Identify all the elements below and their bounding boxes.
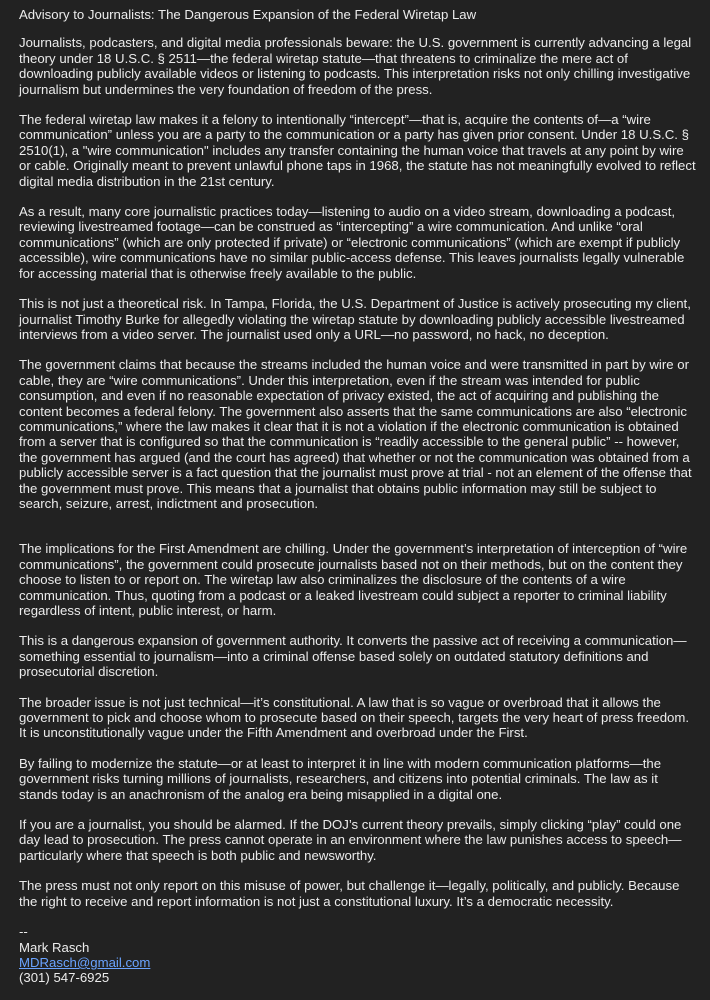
signature-email-link[interactable]: MDRasch@gmail.com — [19, 954, 151, 970]
paragraph-press-must: The press must not only report on this misuse of power, but challenge it—legally, politically, and publicly. Because the right to receive and report information is not just a constitutional luxury. It’s a democratic necessity. — [19, 878, 680, 909]
paragraph-journalistic-practices: As a result, many core journalistic practices today—listening to audio on a video stream, downloading a podcast, reviewing livestreamed footage—can be construed as “intercepting” a wire communication. And unlike “oral communications” (which are only protected if private) or “electronic communications” (which are exempt if publicly accessible), wire communications have no similar public-access defense. This leaves journalists legally vulnerable for accessing material that is otherwise freely available to the public. — [19, 204, 685, 281]
paragraph-tampa-case: This is not just a theoretical risk. In Tampa, Florida, the U.S. Department of Justice is actively prosecuting my client, journalist Timothy Burke for allegedly violating the wiretap statute by downloading publicly accessible livestreamed interviews from a video server. The journalist used only a URL—no password, no hack, no deception. — [19, 296, 691, 342]
signature-block — [19, 924, 699, 986]
paragraph-alarmed: If you are a journalist, you should be alarmed. If the DOJ’s current theory prevails, simply clicking “play” could one day lead to prosecution. The press cannot operate in an environment where the law punishes access to speech—particularly where that speech is both public and newsworthy. — [19, 817, 682, 863]
paragraph-modernize: By failing to modernize the statute—or at least to interpret it in line with modern communication platforms—the government risks turning millions of journalists, researchers, and citizens into potential criminals. The law as it stands today is an anachronism of the analog era being misapplied in a digital one. — [19, 755, 662, 802]
signature-name: Mark Rasch — [19, 939, 90, 955]
paragraph-expansion: This is a dangerous expansion of government authority. It converts the passive act of receiving a communication—something essential to journalism—into a criminal offense based solely on outdated statutory definitions and prosecutorial discretion. — [19, 633, 687, 680]
signature-phone: (301) 547-6925 — [19, 970, 110, 986]
document-title: Advisory to Journalists: The Dangerous Expansion of the Federal Wiretap Law — [19, 7, 477, 22]
paragraph-constitutional: The broader issue is not just technical—it’s constitutional. A law that is so vague or overbroad that it allows the government to pick and choose whom to prosecute based on their speech, targets the very heart of press freedom. It is unconstitutionally vague under the Fifth Amendment and overbroad under the First. — [19, 694, 690, 741]
paragraph-intro: Journalists, podcasters, and digital media professionals beware: the U.S. government is currently advancing a legal theory under 18 U.S.C. § 2511—the federal wiretap statute—that threatens to criminalize the mere act of downloading publicly available videos or listening to podcasts. This interpretation risks not only chilling investigative journalism but undermines the very foundation of freedom of the press. — [19, 35, 692, 97]
signature-separator: -- — [19, 924, 28, 940]
paragraph-wiretap-law: The federal wiretap law makes it a felony to intentionally “intercept”—that is, acquire the contents of—a “wire communication” unless you are a party to the communication or a party has given prior consent. Under 18 U.S.C. § 2510(1), a "wire communication" includes any transfer containing the human voice that travels at any point by wire or cable. Originally meant to prevent unlawful phone taps in 1968, the statute has not meaningfully evolved to reflect digital media distribution in the 21st century. — [19, 112, 696, 189]
paragraph-government-claims: The government claims that because the streams included the human voice and were transmitted in part by wire or cable, they are “wire communications”. Under this interpretation, even if the stream was intended for public consumption, and even if no reasonable expectation of privacy existed, the act of acquiring and publishing the content becomes a federal felony. The government also asserts that the same communications are also “electronic communications,” where the law makes it clear that it is not a violation if the electronic communication is obtained from a server that is configured so that the communication is “readily accessible to the general public” -- however, the government has argued (and the court has agreed) that whether or not the communication was obtained from a publicly accessible server is a fact question that the journalist must prove at trial - not an element of the offense that the government must prove. This means that a journalist that obtains public information may still be subject to search, seizure, arrest, indictment and prosecution. — [19, 357, 692, 511]
paragraph-first-amendment: The implications for the First Amendment are chilling. Under the government’s interpretation of interception of “wire communications”, the government could prosecute journalists based not on their methods, but on the content they choose to listen to or report on. The wiretap law also criminalizes the disclosure of the contents of a wire communication. Thus, quoting from a podcast or a leaked livestream could subject a reporter to criminal liability regardless of intent, public interest, or harm. — [19, 541, 688, 618]
advisory-document — [19, 7, 699, 986]
